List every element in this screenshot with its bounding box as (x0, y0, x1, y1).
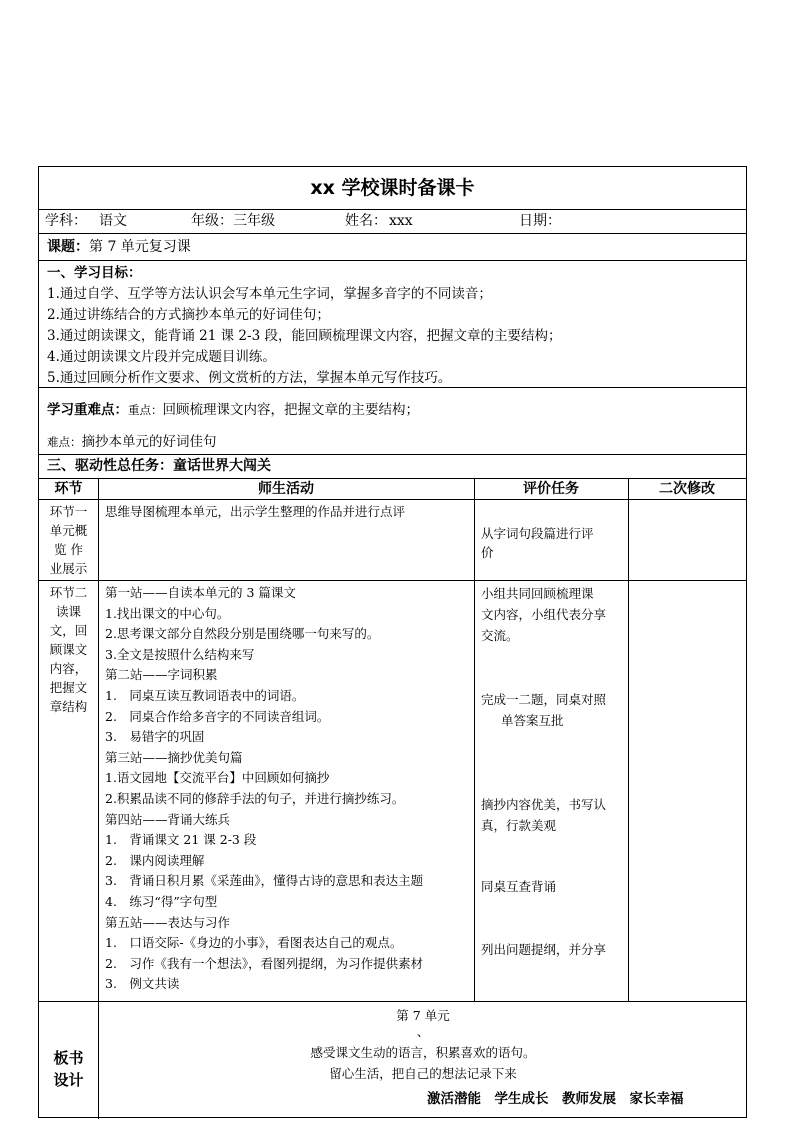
subject-label: 学科： (45, 213, 87, 229)
objective-item: 5.通过回顾分析作文要求、例文赏析的方法，掌握本单元写作技巧。 (47, 370, 452, 386)
column-divider (628, 479, 629, 1001)
name-value: xxx (389, 213, 413, 229)
evaluation-line: 列出问题提纲，并分享 (481, 942, 607, 957)
name-label: 姓名： (345, 213, 387, 229)
segment2-label-line: 文，回 (49, 623, 88, 638)
objective-item: 3.通过朗读课文，能背诵 21 课 2-3 段，能回顾梳理课文内容，把握文章的主要结构； (47, 328, 562, 344)
segment2-evaluation-3 (481, 794, 606, 836)
segment2-evaluation-4 (481, 877, 556, 896)
segment1-label (39, 502, 98, 578)
header-activity: 师生活动 (258, 481, 314, 497)
task-heading: 三、驱动性总任务：童话世界大闯关 (39, 455, 746, 479)
activity-line: 第二站——字词积累 (105, 667, 218, 683)
segment2-label-line: 把握文 (49, 680, 88, 695)
board-label-line: 板书 (53, 1049, 84, 1067)
activity-line: 第三站——摘抄优美句篇 (105, 749, 243, 765)
activity-line: 3. 背诵日积月累《采莲曲》，懂得古诗的意思和表达主题 (105, 873, 424, 889)
header-revision: 二次修改 (659, 481, 715, 497)
segment1-evaluation-line: 价 (481, 545, 494, 560)
evaluation-line: 单答案互批 (501, 713, 564, 728)
segment2-evaluation-2 (481, 689, 606, 731)
activity-line: 3.全文是按照什么结构来写 (105, 646, 255, 662)
segment2-rule (39, 1001, 746, 1002)
evaluation-line: 同桌互查背诵 (481, 879, 557, 894)
segment1-label-line: 览 作 (54, 542, 83, 557)
header-segment: 环节 (54, 481, 83, 497)
evaluation-line: 文内容，小组代表分享 (481, 607, 607, 622)
info-row (39, 210, 746, 234)
objectives-section (39, 261, 746, 388)
evaluation-line: 真，行款美观 (481, 818, 557, 833)
segment1-activity-text: 思维导图梳理本单元，出示学生整理的作品并进行点评 (105, 504, 406, 519)
key-points-section (39, 388, 746, 455)
objective-item: 2.通过讲练结合的方式摘抄本单元的好词佳句； (47, 307, 330, 323)
slogan: 激活潜能 学生成长 教师发展 家长幸福 (427, 1091, 684, 1107)
objectives-heading: 一、学习目标： (47, 265, 142, 281)
segment1-label-line: 单元概 (49, 523, 88, 538)
segment2-label-line: 读课 (55, 604, 81, 619)
column-divider (474, 479, 475, 1001)
activity-line: 1. 背诵课文 21 课 2-3 段 (105, 832, 257, 848)
key-points-label: 学习重难点： (47, 402, 128, 418)
segment1-rule (39, 580, 746, 581)
segment1-evaluation-line: 从字词句段篇进行评 (481, 526, 594, 541)
activity-line: 3. 易错字的巩固 (105, 729, 205, 745)
board-line: 、 (416, 1024, 430, 1039)
grade-label: 年级： (191, 213, 233, 229)
segment1-label-line: 业展示 (49, 561, 88, 576)
activity-line: 1.语文园地【交流平台】中回顾如何摘抄 (105, 770, 330, 786)
subject-value: 语文 (99, 213, 127, 229)
board-line: 留心生活，把自己的想法记录下来 (329, 1066, 517, 1081)
lesson-card (38, 166, 747, 1118)
objective-item: 4.通过朗读课文片段并完成题目训练。 (47, 349, 276, 365)
activity-line: 2. 课内阅读理解 (105, 852, 205, 868)
header-evaluation: 评价任务 (523, 481, 579, 497)
segment2-label-line: 环节二 (49, 585, 88, 600)
activity-line: 第一站——自读本单元的 3 篇课文 (105, 585, 296, 600)
activity-line: 2. 同桌合作给多音字的不同读音组词。 (105, 708, 330, 724)
segment2-activities (105, 583, 423, 995)
activity-line: 1. 同桌互读互教词语表中的词语。 (105, 687, 305, 703)
activity-line: 第四站——背诵大练兵 (105, 811, 231, 827)
board-line: 感受课文生动的语言，积累喜欢的语句。 (310, 1045, 536, 1060)
evaluation-line: 小组共同回顾梳理课 (481, 586, 594, 601)
topic-label: 课题： (47, 239, 89, 255)
activity-line: 1.找出课文的中心句。 (105, 605, 230, 621)
evaluation-line: 摘抄内容优美，书写认 (481, 797, 607, 812)
activity-line: 2.积累品读不同的修辞手法的句子，并进行摘抄练习。 (105, 790, 405, 806)
activity-line: 1. 口语交际-《身边的小事》，看图表达自己的观点。 (105, 935, 403, 951)
segment1-label-line: 环节一 (49, 504, 88, 519)
objective-item: 1.通过自学、互学等方法认识会写本单元生字词，掌握多音字的不同读音； (47, 286, 492, 302)
activity-line: 3. 例文共读 (105, 976, 180, 992)
segment1-evaluation (481, 524, 594, 562)
segment2-label-line: 顾课文 (49, 642, 88, 657)
difficult-label: 难点： (47, 435, 82, 449)
segment2-label-line: 章结构 (49, 699, 88, 714)
evaluation-line: 完成一二题，同桌对照 (481, 692, 607, 707)
evaluation-line: 交流。 (481, 628, 519, 643)
difficult-value: 摘抄本单元的好词佳句 (81, 434, 217, 450)
segment2-evaluation-1 (481, 583, 606, 646)
segment2-label (39, 583, 98, 716)
activity-line: 第五站——表达与习作 (105, 914, 231, 930)
segment2-evaluation-5 (481, 940, 606, 959)
topic-value: 第 7 单元复习课 (89, 239, 191, 255)
segment1-activity (105, 502, 405, 521)
activity-line: 2. 习作《我有一个想法》，看图列提纲，为习作提供素材 (105, 955, 424, 971)
grade-value: 三年级 (233, 213, 275, 229)
board-line: 第 7 单元 (396, 1008, 450, 1023)
date-label: 日期： (519, 213, 561, 229)
activity-line: 4. 练习“得”字句型 (105, 893, 218, 909)
board-label-line: 设计 (53, 1071, 84, 1089)
activity-line: 2.思考课文部分自然段分别是围绕哪一句来写的。 (105, 626, 380, 642)
board-design-content (98, 1005, 748, 1084)
board-design-label (39, 1047, 98, 1091)
topic-row (39, 234, 746, 261)
key-value: 回顾梳理课文内容，把握文章的主要结构； (162, 402, 419, 418)
segment2-label-line: 内容， (49, 661, 88, 676)
table-header-rule (39, 499, 746, 500)
key-label: 重点： (128, 403, 163, 417)
card-title: xx 学校课时备课卡 (39, 167, 746, 210)
